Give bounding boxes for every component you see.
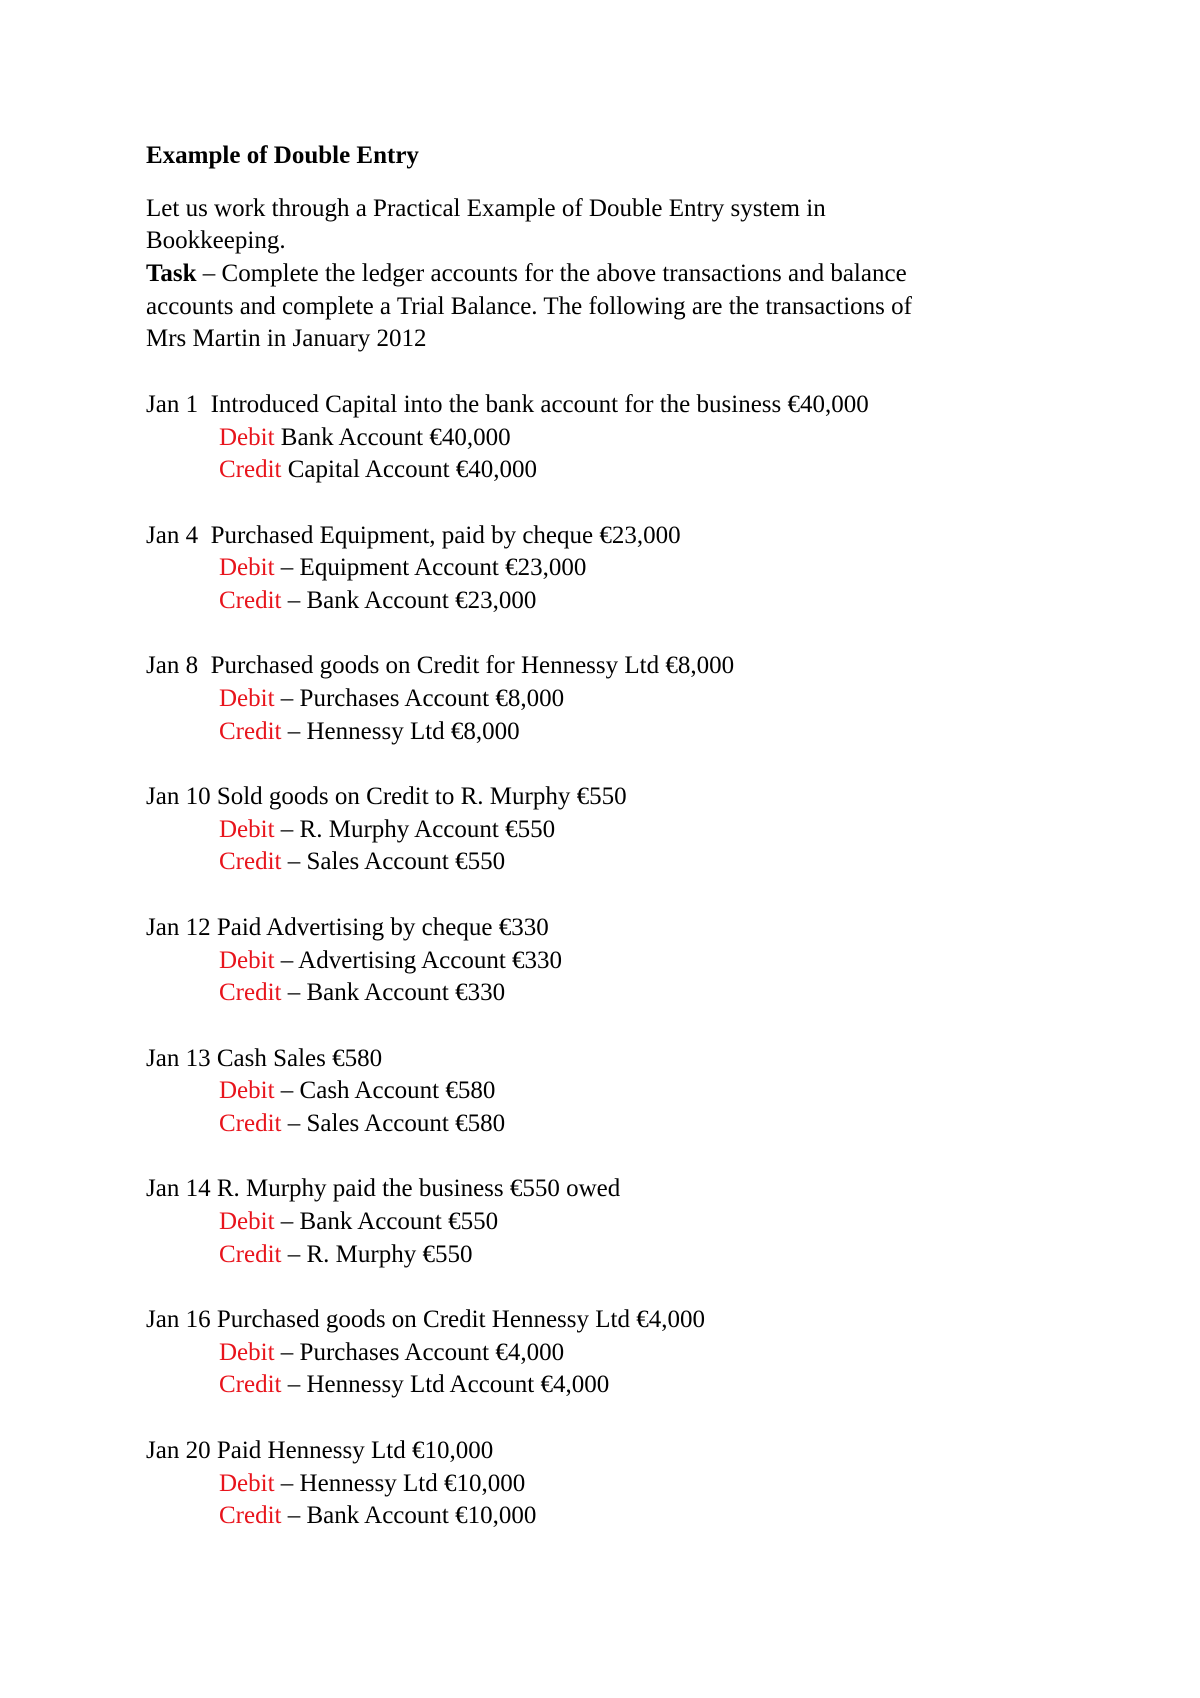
debit-text: – Purchases Account €8,000	[274, 685, 565, 712]
task-text: – Complete the ledger accounts for the above transactions and balance	[196, 260, 907, 288]
transaction	[146, 781, 1046, 879]
transaction	[146, 1304, 1046, 1402]
intro-paragraph	[146, 193, 1046, 356]
transaction-heading: Jan 14 R. Murphy paid the business €550 owed	[146, 1175, 621, 1203]
transaction-heading: Jan 1 Introduced Capital into the bank account for the business €40,000	[146, 390, 869, 418]
transaction-heading: Jan 4 Purchased Equipment, paid by cheque €23,000	[146, 521, 681, 549]
credit-entry	[146, 1500, 1046, 1533]
credit-text: – Hennessy Ltd €8,000	[281, 717, 520, 745]
credit-text: Capital Account €40,000	[281, 456, 538, 484]
credit-label: Credit	[219, 1109, 282, 1137]
transaction	[146, 912, 1046, 1010]
debit-entry	[146, 945, 1046, 978]
credit-entry	[146, 454, 1046, 487]
debit-label: Debit	[219, 423, 275, 451]
credit-text: – Bank Account €23,000	[281, 586, 537, 614]
debit-label: Debit	[219, 946, 275, 974]
debit-entry	[146, 1337, 1046, 1370]
task-label: Task	[146, 260, 197, 288]
debit-entry	[146, 422, 1046, 455]
debit-entry	[146, 552, 1046, 585]
transaction	[146, 1043, 1046, 1141]
transaction-heading: Jan 16 Purchased goods on Credit Hennessy Ltd €4,000	[146, 1306, 705, 1334]
transaction	[146, 650, 1046, 748]
debit-text: – Hennessy Ltd €10,000	[274, 1469, 526, 1497]
transaction-heading: Jan 8 Purchased goods on Credit for Hennessy Ltd €8,000	[146, 652, 735, 680]
debit-entry	[146, 814, 1046, 847]
credit-entry	[146, 585, 1046, 618]
task-line: accounts and complete a Trial Balance. The following are the transactions of	[146, 292, 912, 320]
task-line: Mrs Martin in January 2012	[146, 325, 427, 353]
credit-label: Credit	[219, 1240, 282, 1268]
debit-label: Debit	[219, 1208, 275, 1235]
transaction-heading: Jan 12 Paid Advertising by cheque €330	[146, 913, 549, 941]
debit-label: Debit	[219, 685, 275, 712]
credit-text: – R. Murphy €550	[281, 1240, 473, 1268]
credit-entry	[146, 1239, 1046, 1272]
intro-line: Bookkeeping.	[146, 227, 286, 255]
credit-text: – Bank Account €330	[281, 979, 506, 1007]
credit-label: Credit	[219, 717, 282, 745]
credit-entry	[146, 846, 1046, 879]
debit-entry	[146, 683, 1046, 716]
credit-label: Credit	[219, 1371, 282, 1399]
transaction	[146, 520, 1046, 618]
debit-entry	[146, 1075, 1046, 1108]
credit-entry	[146, 716, 1046, 749]
transaction	[146, 389, 1046, 487]
task-line	[146, 258, 1046, 291]
credit-label: Credit	[219, 979, 282, 1007]
debit-label: Debit	[219, 815, 275, 843]
credit-text: – Bank Account €10,000	[281, 1502, 537, 1530]
debit-entry	[146, 1468, 1046, 1501]
credit-text: – Sales Account €580	[281, 1109, 506, 1137]
debit-label: Debit	[219, 554, 275, 582]
debit-text: – R. Murphy Account €550	[274, 815, 556, 843]
debit-text: Bank Account €40,000	[274, 423, 511, 451]
transaction-list	[146, 389, 1046, 1533]
credit-label: Credit	[219, 1502, 282, 1530]
credit-text: – Sales Account €550	[281, 848, 506, 876]
credit-entry	[146, 1108, 1046, 1141]
credit-entry	[146, 977, 1046, 1010]
credit-label: Credit	[219, 848, 282, 876]
credit-text: – Hennessy Ltd Account €4,000	[281, 1371, 610, 1399]
debit-text: – Equipment Account €23,000	[274, 554, 587, 582]
transaction-heading: Jan 10 Sold goods on Credit to R. Murphy €550	[146, 783, 627, 811]
transaction-heading: Jan 13 Cash Sales €580	[146, 1044, 383, 1072]
debit-text: – Cash Account €580	[274, 1077, 496, 1105]
credit-entry	[146, 1369, 1046, 1402]
debit-entry	[146, 1206, 1046, 1239]
document-page	[146, 140, 1046, 1533]
debit-label: Debit	[219, 1469, 275, 1497]
debit-text: – Bank Account €550	[274, 1208, 499, 1235]
page-title: Example of Double Entry	[146, 142, 419, 169]
transaction	[146, 1435, 1046, 1533]
intro-line: Let us work through a Practical Example of Double Entry system in	[146, 194, 826, 222]
debit-text: – Advertising Account €330	[274, 946, 563, 974]
debit-label: Debit	[219, 1338, 275, 1366]
debit-text: – Purchases Account €4,000	[274, 1338, 565, 1366]
transaction-heading: Jan 20 Paid Hennessy Ltd €10,000	[146, 1436, 494, 1464]
credit-label: Credit	[219, 586, 282, 614]
credit-label: Credit	[219, 456, 282, 484]
debit-label: Debit	[219, 1077, 275, 1105]
transaction	[146, 1173, 1046, 1271]
